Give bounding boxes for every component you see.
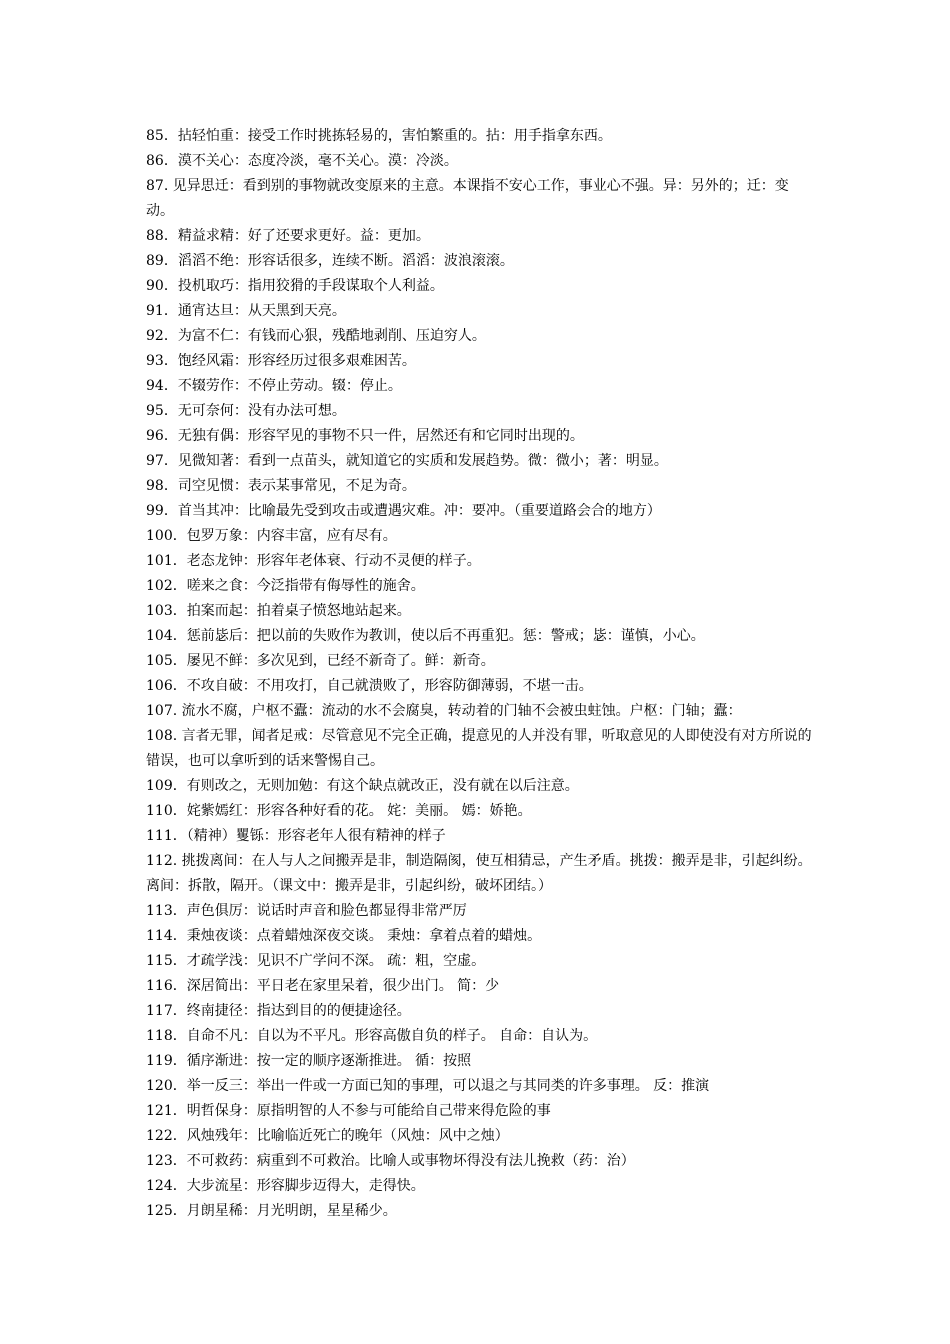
entry-number: 90．	[146, 278, 178, 294]
idiom-entry	[146, 1124, 816, 1149]
idiom-entry	[146, 549, 816, 574]
entry-number: 107.	[146, 703, 182, 719]
entry-text: 拈轻怕重：接受工作时挑拣轻易的，害怕繁重的。拈：用手指拿东西。	[177, 128, 612, 144]
entry-text: 明哲保身：原指明智的人不参与可能给自己带来得危险的事	[186, 1103, 551, 1119]
idiom-entry	[146, 524, 816, 549]
entry-text: 不辍劳作：不停止劳动。辍：停止。	[177, 378, 402, 394]
entry-number: 93．	[146, 353, 178, 369]
entry-number: 120．	[146, 1078, 187, 1094]
idiom-entry	[146, 999, 816, 1024]
entry-text: 司空见惯：表示某事常见，不足为奇。	[177, 478, 416, 494]
entry-number: 124．	[146, 1178, 187, 1194]
entry-text: 无独有偶：形容罕见的事物不只一件，居然还有和它同时出现的。	[177, 428, 584, 444]
idiom-entry	[146, 374, 816, 399]
entry-number: 99．	[146, 503, 178, 519]
entry-number: 96．	[146, 428, 178, 444]
entry-number: 101．	[146, 553, 187, 569]
entry-text: 言者无罪，闻者足戒：尽管意见不完全正确，提意见的人并没有罪，听取意见的人即使没有对方所说的错误，也可以拿听到的话来警惕自己。	[146, 728, 812, 769]
entry-number: 104．	[146, 628, 187, 644]
idiom-entry	[146, 699, 816, 724]
entry-number: 109．	[146, 778, 187, 794]
idiom-entry	[146, 799, 816, 824]
entry-number: 105．	[146, 653, 187, 669]
idiom-entry	[146, 974, 816, 999]
entry-text: 嗟来之食：今泛指带有侮辱性的施舍。	[186, 578, 425, 594]
entry-number: 117．	[146, 1003, 187, 1019]
entry-text: 见异思迁：看到别的事物就改变原来的主意。本课指不安心工作，事业心不强。异：另外的；迁：变动。	[146, 178, 789, 219]
entry-number: 119．	[146, 1053, 187, 1069]
idiom-entry	[146, 949, 816, 974]
idiom-entry	[146, 399, 816, 424]
entry-number: 102．	[146, 578, 187, 594]
idiom-entry	[146, 899, 816, 924]
idiom-entry	[146, 149, 816, 174]
entry-number: 106．	[146, 678, 187, 694]
idiom-entry	[146, 499, 816, 524]
idiom-entry	[146, 1199, 816, 1224]
idiom-entry	[146, 1149, 816, 1174]
entry-text: 大步流星：形容脚步迈得大，走得快。	[186, 1178, 425, 1194]
entry-number: 121．	[146, 1103, 187, 1119]
idiom-entry	[146, 174, 816, 224]
idiom-entry	[146, 649, 816, 674]
entry-text: 无可奈何：没有办法可想。	[177, 403, 346, 419]
entry-text: 包罗万象：内容丰富，应有尽有。	[186, 528, 397, 544]
idiom-entry	[146, 1099, 816, 1124]
entry-text: 漠不关心：态度冷淡，毫不关心。漠：冷淡。	[177, 153, 458, 169]
entry-text: 深居简出：平日老在家里呆着，很少出门。 简：少	[186, 978, 500, 994]
entry-text: 为富不仁：有钱而心狠，残酷地剥削、压迫穷人。	[177, 328, 486, 344]
entry-number: 97．	[146, 453, 178, 469]
entry-number: 108.	[146, 728, 182, 744]
idiom-entry	[146, 274, 816, 299]
entry-number: 123．	[146, 1153, 187, 1169]
entry-number: 87.	[146, 178, 173, 194]
entry-text: 流水不腐，户枢不蠹：流动的水不会腐臭，转动着的门轴不会被虫蛀蚀。户枢：门轴；蠹：	[181, 703, 742, 719]
entry-text: 不攻自破：不用攻打，自己就溃败了，形容防御薄弱，不堪一击。	[186, 678, 593, 694]
idiom-entry	[146, 324, 816, 349]
idiom-entry	[146, 924, 816, 949]
idiom-entry	[146, 224, 816, 249]
idiom-entry	[146, 124, 816, 149]
entry-number: 122．	[146, 1128, 187, 1144]
entry-number: 116．	[146, 978, 187, 994]
entry-number: 118．	[146, 1028, 187, 1044]
idiom-entry	[146, 624, 816, 649]
entry-number: 88．	[146, 228, 178, 244]
entry-number: 85．	[146, 128, 178, 144]
entry-number: 103．	[146, 603, 187, 619]
entry-number: 125．	[146, 1203, 187, 1219]
entry-text: 秉烛夜谈：点着蜡烛深夜交谈。 秉烛：拿着点着的蜡烛。	[186, 928, 542, 944]
entry-number: 115．	[146, 953, 187, 969]
entry-number: 86．	[146, 153, 178, 169]
entry-number: 98．	[146, 478, 178, 494]
entry-text: 风烛残年：比喻临近死亡的晚年（风烛：风中之烛）	[186, 1128, 509, 1144]
entry-text: 举一反三：举出一件或一方面已知的事理，可以退之与其同类的许多事理。 反：推演	[186, 1078, 710, 1094]
entry-number: 92．	[146, 328, 178, 344]
entry-text: 自命不凡：自以为不平凡。形容高傲自负的样子。 自命：自认为。	[186, 1028, 598, 1044]
entry-text: 首当其冲：比喻最先受到攻击或遭遇灾难。冲：要冲。（重要道路会合的地方）	[177, 503, 661, 519]
idiom-entry	[146, 674, 816, 699]
entry-text: 拍案而起：拍着桌子愤怒地站起来。	[186, 603, 411, 619]
entry-text: 屡见不鲜：多次见到，已经不新奇了。鲜：新奇。	[186, 653, 495, 669]
entry-number: 112.	[146, 853, 182, 869]
idiom-entry	[146, 574, 816, 599]
idiom-entry	[146, 1049, 816, 1074]
idiom-entry	[146, 449, 816, 474]
entry-text: 挑拨离间：在人与人之间搬弄是非，制造隔阂，使互相猜忌，产生矛盾。挑拨：搬弄是非，引起纠纷。离间：拆散，隔开。（课文中：搬弄是非，引起纠纷，破坏团结。）	[146, 853, 812, 894]
idiom-entry	[146, 474, 816, 499]
idiom-entry	[146, 1024, 816, 1049]
entry-number: 110．	[146, 803, 187, 819]
entry-text: 姹紫嫣红：形容各种好看的花。 姹：美丽。 嫣：娇艳。	[186, 803, 532, 819]
entry-text: 不可救药：病重到不可救治。比喻人或事物坏得没有法儿挽救（药：治）	[186, 1153, 635, 1169]
entry-text: （精神）矍铄：形容老年人很有精神的样子	[186, 828, 446, 844]
idiom-entry	[146, 1174, 816, 1199]
entry-number: 95．	[146, 403, 178, 419]
entry-number: 89．	[146, 253, 178, 269]
idiom-entry	[146, 824, 816, 849]
entry-number: 113．	[146, 903, 187, 919]
entry-text: 见微知著：看到一点苗头，就知道它的实质和发展趋势。微：微小；著：明显。	[177, 453, 668, 469]
idiom-entry	[146, 724, 816, 774]
entry-text: 精益求精：好了还要求更好。益：更加。	[177, 228, 430, 244]
entry-text: 老态龙钟：形容年老体衰、行动不灵便的样子。	[186, 553, 481, 569]
document-page	[146, 124, 816, 1224]
entry-text: 饱经风霜：形容经历过很多艰难困苦。	[177, 353, 416, 369]
idiom-entry	[146, 249, 816, 274]
idiom-entry	[146, 599, 816, 624]
entry-text: 月朗星稀：月光明朗，星星稀少。	[186, 1203, 397, 1219]
entry-number: 94．	[146, 378, 178, 394]
entry-text: 才疏学浅：见识不广学问不深。 疏：粗，空虚。	[186, 953, 486, 969]
entry-text: 滔滔不绝：形容话很多，连续不断。滔滔：波浪滚滚。	[177, 253, 514, 269]
idiom-entry	[146, 424, 816, 449]
entry-number: 111．	[146, 828, 187, 844]
idiom-entry	[146, 299, 816, 324]
entry-text: 通宵达旦：从天黑到天亮。	[177, 303, 346, 319]
entry-text: 终南捷径：指达到目的的便捷途径。	[186, 1003, 411, 1019]
idiom-entry	[146, 849, 816, 899]
entry-text: 投机取巧：指用狡猾的手段谋取个人利益。	[177, 278, 444, 294]
idiom-entry	[146, 1074, 816, 1099]
entry-text: 声色俱厉：说话时声音和脸色都显得非常严厉	[186, 903, 467, 919]
entry-text: 惩前毖后：把以前的失败作为教训，使以后不再重犯。惩：警戒；毖：谨慎，小心。	[186, 628, 705, 644]
idiom-entry	[146, 349, 816, 374]
idiom-entry	[146, 774, 816, 799]
entry-number: 100．	[146, 528, 187, 544]
entry-text: 有则改之，无则加勉：有这个缺点就改正，没有就在以后注意。	[186, 778, 579, 794]
entry-number: 114．	[146, 928, 187, 944]
entry-text: 循序渐进：按一定的顺序逐渐推进。 循：按照	[186, 1053, 472, 1069]
entry-number: 91．	[146, 303, 178, 319]
